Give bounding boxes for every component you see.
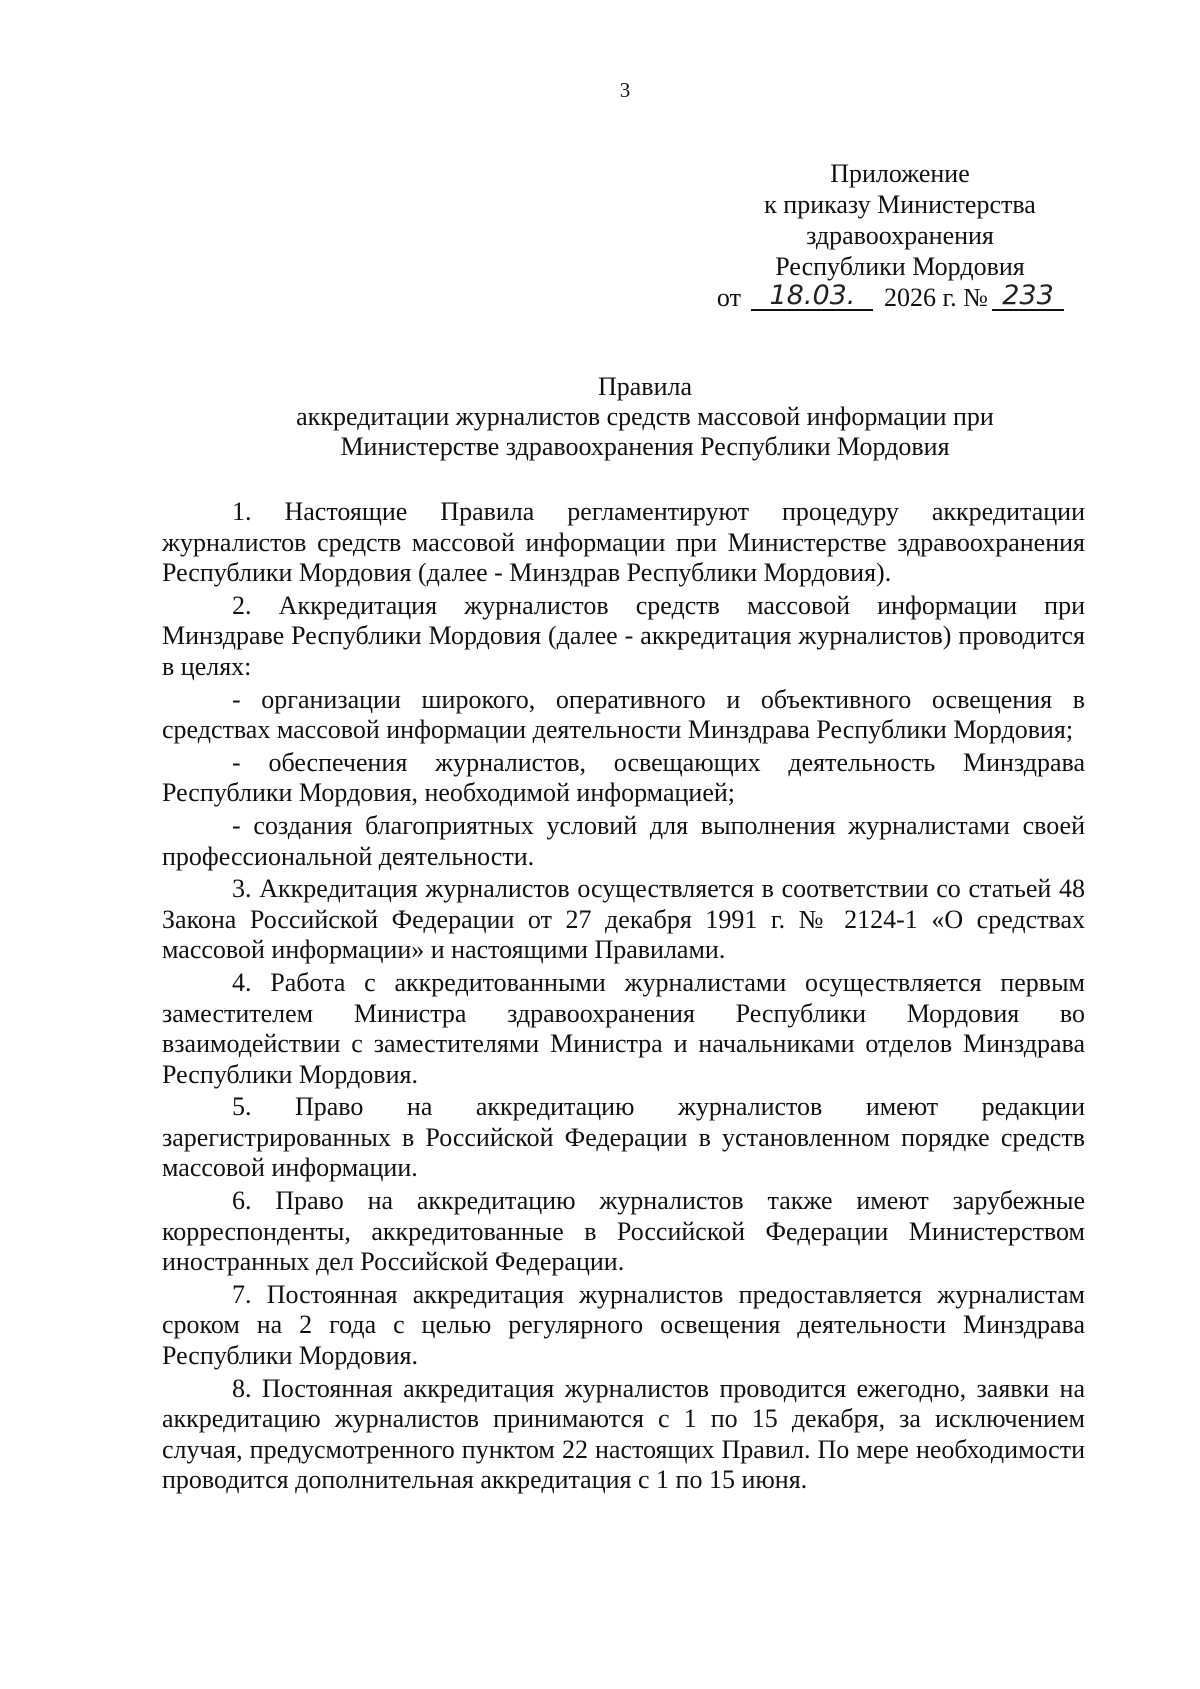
paragraph: 1. Настоящие Правила регламентируют процедуру аккредитации журналистов средств массовой информации при Министерстве здравоохранения Республики Мордовия (далее - Минздрав Республики Мордовия).: [162, 497, 1085, 588]
title-subtitle-line-2: Министерстве здравоохранения Республики Мордовия: [340, 432, 950, 461]
paragraph: - организации широкого, оперативного и объективного освещения в средствах массовой информации деятельности Минздрава Республики Мордовия;: [162, 684, 1085, 745]
paragraph: 8. Постоянная аккредитация журналистов проводится ежегодно, заявки на аккредитацию журналистов принимаются с 1 по 15 декабря, за исключением случая, предусмотренного пунктом 22 настоящих Правил. По мере необходимости проводится дополнительная аккредитация с 1 по 15 июня.: [162, 1373, 1085, 1495]
paragraph: 2. Аккредитация журналистов средств массовой информации при Минздраве Республики Мордовия (далее - аккредитация журналистов) проводится в целях:: [162, 590, 1085, 681]
appendix-date-line: [700, 282, 1100, 313]
paragraph: 7. Постоянная аккредитация журналистов предоставляется журналистам сроком на 2 года с целью регулярного освещения деятельности Минздрава Республики Мордовия.: [162, 1279, 1085, 1371]
appendix-block: [700, 158, 1100, 313]
document-title: [200, 372, 1090, 462]
appendix-line-2: к приказу Министерства: [764, 190, 1036, 219]
handwritten-date: 18.03.: [751, 283, 873, 311]
title-main: Правила: [597, 372, 693, 401]
paragraph: 6. Право на аккредитацию журналистов также имеют зарубежные корреспонденты, аккредитованные в Российской Федерации Министерством иностранных дел Российской Федерации.: [162, 1186, 1085, 1277]
document-body: [162, 497, 1085, 1498]
paragraph: - создания благоприятных условий для выполнения журналистами своей профессиональной деятельности.: [162, 810, 1085, 871]
paragraph: 4. Работа с аккредитованными журналистами осуществляется первым заместителем Министра здравоохранения Республики Мордовия во взаимодействии с заместителями Министра и начальниками отделов Минздрава Республики Мордовия.: [162, 967, 1085, 1089]
page-number: 3: [619, 78, 631, 102]
title-subtitle-line-1: аккредитации журналистов средств массовой информации при: [296, 402, 994, 431]
appendix-line-4: Республики Мордовия: [775, 252, 1025, 281]
year-text: 2026 г. №: [883, 283, 988, 312]
paragraph: 5. Право на аккредитацию журналистов имеют редакции зарегистрированных в Российской Федерации в установленном порядке средств массовой информации.: [162, 1092, 1085, 1183]
date-prefix: от: [716, 283, 741, 312]
handwritten-number: 233: [992, 283, 1064, 311]
appendix-line-3: здравоохранения: [806, 221, 994, 250]
paragraph: - обеспечения журналистов, освещающих деятельность Минздрава Республики Мордовия, необходимой информацией;: [162, 747, 1085, 808]
appendix-line-1: Приложение: [830, 159, 970, 188]
paragraph: 3. Аккредитация журналистов осуществляется в соответствии со статьей 48 Закона Российской Федерации от 27 декабря 1991 г. № 2124-1 «О средствах массовой информации» и настоящими Правилами.: [162, 874, 1085, 965]
